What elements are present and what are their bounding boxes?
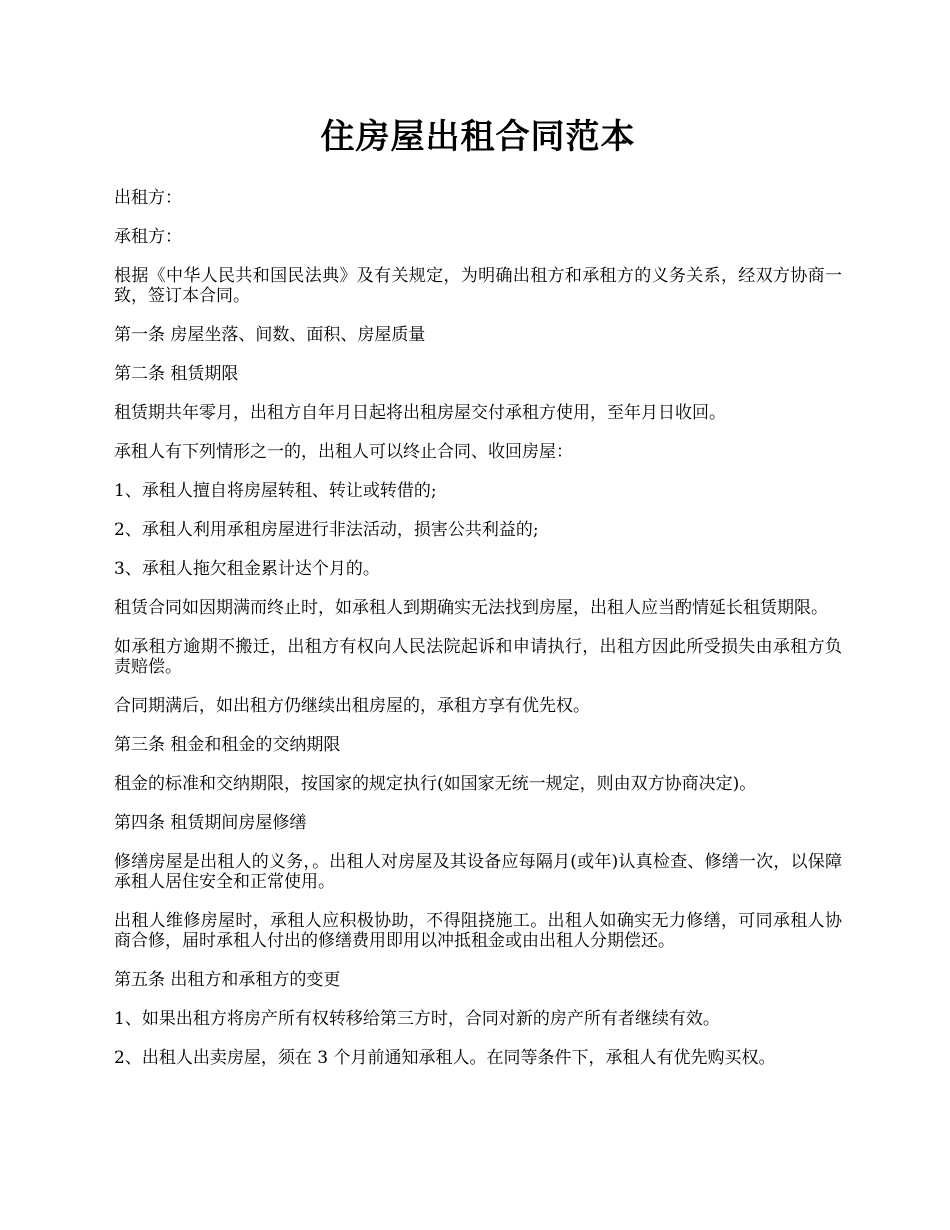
party-lessor: 出租方： — [114, 188, 182, 208]
expiry-extension-paragraph: 租赁合同如因期满而终止时，如承租人到期确实无法找到房屋，出租人应当酌情延长租赁期限。 — [114, 598, 828, 618]
rent-standard-paragraph: 租金的标准和交纳期限，按国家的规定执行(如国家无统一规定，则由双方协商决定)。 — [114, 774, 757, 794]
change-item-1: 1、如果出租方将房产所有权转移给第三方时，合同对新的房产所有者继续有效。 — [114, 1009, 720, 1029]
priority-right-paragraph: 合同期满后，如出租方仍继续出租房屋的，承租方享有优先权。 — [114, 696, 590, 716]
article-1-heading: 第一条 房屋坐落、间数、面积、房屋质量 — [114, 325, 426, 345]
termination-item-3: 3、承租人拖欠租金累计达个月的。 — [114, 559, 380, 579]
overdue-move-out-paragraph: 如承租方逾期不搬迁，出租方有权向人民法院起诉和申请执行，出租方因此所受损失由承租方负责赔偿。 — [114, 637, 842, 677]
termination-item-1: 1、承租人擅自将房屋转租、转让或转借的; — [114, 481, 437, 501]
repair-cooperation-paragraph: 出租人维修房屋时，承租人应积极协助，不得阻挠施工。出租人如确实无力修缮，可同承租人协商合修，届时承租人付出的修缮费用即用以冲抵租金或由出租人分期偿还。 — [114, 911, 842, 951]
lease-term-paragraph: 租赁期共年零月，出租方自年月日起将出租房屋交付承租方使用，至年月日收回。 — [114, 403, 726, 423]
termination-intro: 承租人有下列情形之一的，出租人可以终止合同、收回房屋： — [114, 442, 573, 462]
article-3-heading: 第三条 租金和租金的交纳期限 — [114, 735, 341, 755]
repair-duty-paragraph: 修缮房屋是出租人的义务，。出租人对房屋及其设备应每隔月(或年)认真检查、修缮一次，以保障承租人居住安全和正常使用。 — [114, 852, 842, 892]
preamble: 根据《中华人民共和国民法典》及有关规定，为明确出租方和承租方的义务关系，经双方协商一致，签订本合同。 — [114, 266, 842, 306]
article-5-heading: 第五条 出租方和承租方的变更 — [114, 970, 341, 990]
article-2-heading: 第二条 租赁期限 — [114, 364, 239, 384]
party-lessee: 承租方： — [114, 227, 182, 247]
article-4-heading: 第四条 租赁期间房屋修缮 — [114, 813, 307, 833]
termination-item-2: 2、承租人利用承租房屋进行非法活动，损害公共利益的; — [114, 520, 539, 540]
document-title: 住房屋出租合同范本 — [320, 117, 636, 157]
change-item-2: 2、出租人出卖房屋，须在 3 个月前通知承租人。在同等条件下，承租人有优先购买权。 — [114, 1048, 776, 1068]
document-page — [114, 112, 842, 1087]
